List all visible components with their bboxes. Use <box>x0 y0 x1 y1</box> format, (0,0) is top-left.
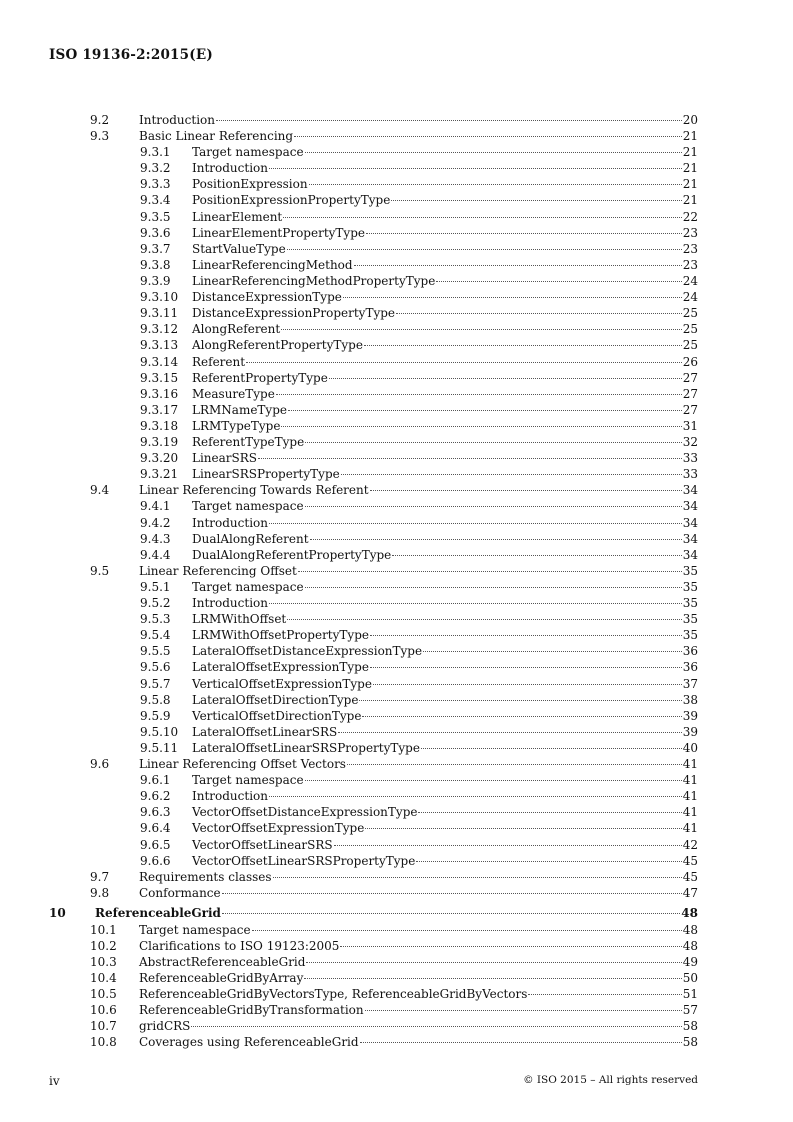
toc-entry-page-number: 27 <box>682 371 698 385</box>
toc-entry-number: 10.1 <box>90 923 117 937</box>
toc-entry[interactable] <box>90 563 698 579</box>
toc-entry[interactable] <box>90 112 698 128</box>
toc-entry-label: StartValueType <box>192 242 286 256</box>
toc-entry-label: Linear Referencing Offset <box>139 564 297 578</box>
toc-entry-page-number: 21 <box>682 177 698 191</box>
toc-entry[interactable] <box>90 1034 698 1050</box>
toc-entry-number: 9.5.9 <box>140 709 171 723</box>
toc-entry-page-number: 58 <box>682 1035 698 1049</box>
toc-entry-page-number: 58 <box>682 1019 698 1033</box>
toc-entry-page-number: 41 <box>682 805 698 819</box>
toc-entry-label: LinearReferencingMethodPropertyType <box>192 274 436 288</box>
toc-entry-label: Referent <box>192 355 246 369</box>
toc-entry[interactable] <box>90 954 698 970</box>
toc-entry-page-number: 24 <box>682 290 698 304</box>
toc-entry-page-number: 42 <box>682 838 698 852</box>
toc-entry-number: 9.5.8 <box>140 693 171 707</box>
toc-entry-number: 9.3.13 <box>140 338 179 352</box>
toc-entry[interactable] <box>140 820 698 836</box>
toc-entry-number: 9.3.15 <box>140 371 179 385</box>
toc-entry-page-number: 41 <box>682 773 698 787</box>
toc-dot-leader <box>258 458 682 459</box>
toc-entry-page-number: 35 <box>682 564 698 578</box>
toc-dot-leader <box>281 329 682 330</box>
toc-entry-label: Basic Linear Referencing <box>139 129 294 143</box>
toc-dot-leader <box>269 796 682 797</box>
toc-entry[interactable] <box>90 128 698 144</box>
toc-entry-label: AlongReferent <box>192 322 281 336</box>
toc-entry-number: 9.4.3 <box>140 532 171 546</box>
toc-entry[interactable] <box>140 289 698 305</box>
toc-entry[interactable] <box>140 708 698 724</box>
toc-dot-leader <box>338 732 681 733</box>
toc-entry[interactable] <box>140 498 698 514</box>
toc-entry-number: 9.3.17 <box>140 403 179 417</box>
toc-entry-label: LateralOffsetExpressionType <box>192 660 369 674</box>
toc-entry-label: VectorOffsetLinearSRSPropertyType <box>192 854 416 868</box>
toc-entry-number: 9.3.5 <box>140 210 171 224</box>
toc-entry-number: 9.6.2 <box>140 789 171 803</box>
toc-entry-page-number: 33 <box>682 467 698 481</box>
toc-entry-label: VerticalOffsetExpressionType <box>192 677 372 691</box>
toc-dot-leader <box>305 152 682 153</box>
toc-entry-number: 9.3.20 <box>140 451 179 465</box>
toc-entry-number: 9.3.8 <box>140 258 171 272</box>
toc-dot-leader <box>298 571 682 572</box>
toc-entry-number: 9.5.3 <box>140 612 171 626</box>
toc-entry-label: Target namespace <box>192 499 304 513</box>
toc-entry-label: LRMTypeType <box>192 419 281 433</box>
toc-entry[interactable] <box>140 370 698 386</box>
toc-entry-number: 9.3.7 <box>140 242 171 256</box>
toc-entry-number: 9.5.4 <box>140 628 171 642</box>
toc-entry-number: 10.4 <box>90 971 117 985</box>
toc-entry-number: 9.3.18 <box>140 419 179 433</box>
toc-entry[interactable] <box>90 938 698 954</box>
toc-entry[interactable] <box>90 885 698 901</box>
toc-entry-number: 10.3 <box>90 955 117 969</box>
toc-entry[interactable] <box>140 418 698 434</box>
toc-entry-page-number: 41 <box>682 821 698 835</box>
toc-entry[interactable] <box>90 869 698 885</box>
toc-entry-label: LateralOffsetDistanceExpressionType <box>192 644 423 658</box>
toc-entry[interactable] <box>140 547 698 563</box>
toc-entry-page-number: 41 <box>682 789 698 803</box>
toc-entry-label: LinearSRSPropertyType <box>192 467 340 481</box>
toc-entry-page-number: 23 <box>682 242 698 256</box>
toc-entry-label: LRMWithOffset <box>192 612 287 626</box>
toc-dot-leader <box>343 297 682 298</box>
toc-entry-number: 9.3.10 <box>140 290 179 304</box>
toc-dot-leader <box>421 748 682 749</box>
toc-entry-label: Target namespace <box>139 923 251 937</box>
toc-entry[interactable] <box>140 772 698 788</box>
toc-dot-leader <box>269 603 682 604</box>
toc-entry-number: 10.6 <box>90 1003 117 1017</box>
toc-entry-label: Requirements classes <box>139 870 272 884</box>
toc-dot-leader <box>222 893 682 894</box>
toc-entry-label: Introduction <box>139 113 215 127</box>
toc-entry-page-number: 48 <box>681 906 698 920</box>
toc-entry-label: LRMWithOffsetPropertyType <box>192 628 369 642</box>
toc-entry-page-number: 45 <box>682 854 698 868</box>
toc-entry[interactable] <box>90 970 698 986</box>
toc-dot-leader <box>294 136 682 137</box>
toc-entry[interactable] <box>90 922 698 938</box>
toc-entry-page-number: 26 <box>682 355 698 369</box>
toc-entry[interactable] <box>140 740 698 756</box>
toc-dot-leader <box>359 700 681 701</box>
toc-entry-number: 9.6 <box>90 757 110 771</box>
toc-dot-leader <box>305 780 682 781</box>
toc-entry-page-number: 57 <box>682 1003 698 1017</box>
toc-entry-number: 9.4.1 <box>140 499 171 513</box>
toc-entry-page-number: 23 <box>682 258 698 272</box>
toc-entry-number: 9.5.7 <box>140 677 171 691</box>
toc-entry-page-number: 25 <box>682 322 698 336</box>
toc-dot-leader <box>287 619 681 620</box>
toc-entry-page-number: 39 <box>682 709 698 723</box>
document-header-title: ISO 19136-2:2015(E) <box>49 47 213 63</box>
toc-entry-page-number: 27 <box>682 387 698 401</box>
toc-entry-number: 9.6.5 <box>140 838 171 852</box>
toc-dot-leader <box>276 394 682 395</box>
toc-entry-page-number: 40 <box>682 741 698 755</box>
toc-dot-leader <box>364 345 682 346</box>
toc-entry-number: 9.3.4 <box>140 193 171 207</box>
toc-dot-leader <box>252 930 682 931</box>
toc-entry-label: VectorOffsetLinearSRS <box>192 838 333 852</box>
toc-entry-label: Target namespace <box>192 580 304 594</box>
toc-dot-leader <box>269 523 682 524</box>
toc-entry-page-number: 35 <box>682 580 698 594</box>
toc-dot-leader <box>273 877 682 878</box>
toc-entry-page-number: 37 <box>682 677 698 691</box>
toc-dot-leader <box>283 217 681 218</box>
toc-dot-leader <box>370 490 682 491</box>
toc-entry-number: 9.3.6 <box>140 226 171 240</box>
toc-entry-label: LateralOffsetLinearSRSPropertyType <box>192 741 420 755</box>
toc-dot-leader <box>373 684 682 685</box>
toc-entry[interactable] <box>140 273 698 289</box>
toc-entry[interactable] <box>140 402 698 418</box>
toc-entry-label: ReferenceableGridByTransformation <box>139 1003 364 1017</box>
toc-entry-label: ReferenceableGrid <box>95 906 221 920</box>
toc-dot-leader <box>423 651 682 652</box>
toc-entry-page-number: 33 <box>682 451 698 465</box>
toc-entry-label: MeasureType <box>192 387 275 401</box>
toc-entry-page-number: 48 <box>682 923 698 937</box>
toc-entry-label: LinearElement <box>192 210 283 224</box>
toc-entry-page-number: 21 <box>682 193 698 207</box>
toc-entry-page-number: 35 <box>682 628 698 642</box>
toc-entry-page-number: 48 <box>682 939 698 953</box>
toc-entry-label: VectorOffsetExpressionType <box>192 821 365 835</box>
toc-entry[interactable] <box>90 756 698 772</box>
toc-entry[interactable] <box>140 515 698 531</box>
toc-entry[interactable] <box>140 354 698 370</box>
toc-entry-label: LinearReferencingMethod <box>192 258 353 272</box>
toc-dot-leader <box>418 812 681 813</box>
toc-dot-leader <box>304 978 681 979</box>
toc-entry[interactable] <box>140 225 698 241</box>
toc-entry-number: 9.2 <box>90 113 110 127</box>
toc-entry-number: 9.7 <box>90 870 110 884</box>
toc-entry-page-number: 51 <box>682 987 698 1001</box>
toc-entry-label: LinearElementPropertyType <box>192 226 365 240</box>
toc-entry-label: Introduction <box>192 789 268 803</box>
toc-entry-page-number: 41 <box>682 757 698 771</box>
toc-dot-leader <box>391 200 681 201</box>
toc-entry[interactable] <box>140 627 698 643</box>
toc-dot-leader <box>216 120 682 121</box>
toc-entry-page-number: 23 <box>682 226 698 240</box>
toc-dot-leader <box>340 946 681 947</box>
toc-entry[interactable] <box>90 1018 698 1034</box>
toc-entry-number: 10.2 <box>90 939 117 953</box>
toc-dot-leader <box>436 281 681 282</box>
toc-entry[interactable] <box>140 788 698 804</box>
toc-entry-number: 9.6.3 <box>140 805 171 819</box>
toc-entry[interactable] <box>140 209 698 225</box>
toc-dot-leader <box>392 555 681 556</box>
toc-dot-leader <box>269 168 682 169</box>
toc-entry-page-number: 45 <box>682 870 698 884</box>
toc-entry-number: 10.7 <box>90 1019 117 1033</box>
toc-entry-number: 9.3.9 <box>140 274 171 288</box>
toc-dot-leader <box>329 378 682 379</box>
toc-dot-leader <box>365 828 681 829</box>
toc-entry[interactable] <box>140 160 698 176</box>
toc-entry-page-number: 34 <box>682 548 698 562</box>
toc-entry-label: DistanceExpressionPropertyType <box>192 306 396 320</box>
toc-entry-page-number: 35 <box>682 596 698 610</box>
toc-dot-leader <box>246 362 682 363</box>
toc-dot-leader <box>416 861 681 862</box>
toc-entry[interactable] <box>140 144 698 160</box>
toc-entry-label: Conformance <box>139 886 221 900</box>
toc-entry-number: 9.3.11 <box>140 306 179 320</box>
toc-entry-label: DualAlongReferent <box>192 532 309 546</box>
toc-entry-number: 10.8 <box>90 1035 117 1049</box>
toc-entry[interactable] <box>140 386 698 402</box>
toc-entry[interactable] <box>140 853 698 869</box>
toc-entry-label: Introduction <box>192 596 268 610</box>
toc-dot-leader <box>360 1042 682 1043</box>
toc-entry-number: 9.5 <box>90 564 110 578</box>
toc-entry-label: Target namespace <box>192 145 304 159</box>
toc-entry-number: 9.8 <box>90 886 110 900</box>
toc-entry-label: LateralOffsetLinearSRS <box>192 725 338 739</box>
toc-entry[interactable] <box>140 450 698 466</box>
toc-entry-label: ReferenceableGridByArray <box>139 971 304 985</box>
toc-entry[interactable] <box>140 192 698 208</box>
toc-entry[interactable] <box>49 905 698 921</box>
toc-entry[interactable] <box>90 482 698 498</box>
toc-entry-number: 9.6.1 <box>140 773 171 787</box>
toc-entry-label: PositionExpression <box>192 177 308 191</box>
toc-entry[interactable] <box>140 611 698 627</box>
toc-dot-leader <box>287 249 682 250</box>
toc-entry[interactable] <box>140 321 698 337</box>
toc-entry-number: 9.3.12 <box>140 322 179 336</box>
toc-dot-leader <box>281 426 681 427</box>
toc-entry[interactable] <box>140 337 698 353</box>
toc-entry-page-number: 34 <box>682 483 698 497</box>
toc-entry-page-number: 49 <box>682 955 698 969</box>
toc-entry-page-number: 36 <box>682 644 698 658</box>
toc-entry-label: PositionExpressionPropertyType <box>192 193 391 207</box>
toc-entry-label: LRMNameType <box>192 403 287 417</box>
toc-entry-number: 9.4.4 <box>140 548 171 562</box>
toc-entry-number: 9.3.14 <box>140 355 179 369</box>
toc-dot-leader <box>366 233 682 234</box>
toc-entry-page-number: 47 <box>682 886 698 900</box>
toc-entry[interactable] <box>140 257 698 273</box>
toc-entry[interactable] <box>140 531 698 547</box>
toc-dot-leader <box>365 1010 682 1011</box>
toc-entry[interactable] <box>140 434 698 450</box>
toc-entry-number: 9.4 <box>90 483 110 497</box>
toc-dot-leader <box>305 506 682 507</box>
toc-entry-label: ReferenceableGridByVectorsType, ReferenceableGridByVectors <box>139 987 528 1001</box>
toc-dot-leader <box>354 265 682 266</box>
toc-dot-leader <box>310 539 682 540</box>
toc-dot-leader <box>334 845 682 846</box>
toc-entry-number: 9.3.21 <box>140 467 179 481</box>
toc-entry-label: gridCRS <box>139 1019 191 1033</box>
toc-entry[interactable] <box>140 692 698 708</box>
toc-entry-number: 9.5.11 <box>140 741 179 755</box>
toc-dot-leader <box>305 587 682 588</box>
toc-entry-number: 9.5.5 <box>140 644 171 658</box>
toc-entry[interactable] <box>140 305 698 321</box>
toc-entry-page-number: 21 <box>682 145 698 159</box>
toc-dot-leader <box>309 184 682 185</box>
toc-entry-page-number: 36 <box>682 660 698 674</box>
toc-dot-leader <box>341 474 682 475</box>
footer-page-number: iv <box>49 1074 60 1088</box>
toc-entry-label: Introduction <box>192 161 268 175</box>
toc-entry-number: 9.3.1 <box>140 145 171 159</box>
toc-dot-leader <box>528 994 681 995</box>
toc-entry-page-number: 34 <box>682 499 698 513</box>
toc-entry-page-number: 39 <box>682 725 698 739</box>
toc-dot-leader <box>362 716 681 717</box>
toc-entry-label: AbstractReferenceableGrid <box>139 955 306 969</box>
toc-entry-number: 9.6.4 <box>140 821 171 835</box>
toc-entry[interactable] <box>140 643 698 659</box>
toc-entry-label: ReferentPropertyType <box>192 371 328 385</box>
toc-entry[interactable] <box>140 466 698 482</box>
toc-entry-number: 9.5.10 <box>140 725 179 739</box>
toc-entry-page-number: 25 <box>682 338 698 352</box>
toc-entry[interactable] <box>140 579 698 595</box>
toc-entry-label: Coverages using ReferenceableGrid <box>139 1035 359 1049</box>
toc-dot-leader <box>306 962 681 963</box>
toc-entry-number: 9.3.2 <box>140 161 171 175</box>
toc-entry-page-number: 22 <box>682 210 698 224</box>
toc-entry[interactable] <box>140 176 698 192</box>
toc-entry-number: 9.3.19 <box>140 435 179 449</box>
toc-entry[interactable] <box>140 676 698 692</box>
toc-entry[interactable] <box>140 724 698 740</box>
toc-entry-page-number: 21 <box>682 161 698 175</box>
toc-dot-leader <box>288 410 682 411</box>
toc-entry-label: ReferentTypeType <box>192 435 305 449</box>
toc-entry[interactable] <box>140 241 698 257</box>
toc-entry-label: DualAlongReferentPropertyType <box>192 548 392 562</box>
toc-entry-page-number: 27 <box>682 403 698 417</box>
toc-entry-page-number: 32 <box>682 435 698 449</box>
toc-entry-page-number: 21 <box>682 129 698 143</box>
toc-entry-number: 9.3 <box>90 129 110 143</box>
toc-entry-number: 10.5 <box>90 987 117 1001</box>
toc-entry-number: 9.3.16 <box>140 387 179 401</box>
toc-entry-number: 9.4.2 <box>140 516 171 530</box>
toc-entry-number: 9.3.3 <box>140 177 171 191</box>
toc-dot-leader <box>222 913 680 914</box>
footer-copyright: © ISO 2015 – All rights reserved <box>523 1074 698 1086</box>
toc-entry-label: Target namespace <box>192 773 304 787</box>
toc-entry-page-number: 25 <box>682 306 698 320</box>
toc-entry-page-number: 31 <box>682 419 698 433</box>
toc-entry-number: 9.6.6 <box>140 854 171 868</box>
toc-entry-page-number: 20 <box>682 113 698 127</box>
toc-dot-leader <box>370 635 682 636</box>
toc-entry-number: 9.5.1 <box>140 580 171 594</box>
toc-dot-leader <box>396 313 682 314</box>
toc-entry-label: AlongReferentPropertyType <box>192 338 363 352</box>
toc-entry-label: VerticalOffsetDirectionType <box>192 709 362 723</box>
toc-entry-label: DistanceExpressionType <box>192 290 342 304</box>
toc-entry[interactable] <box>90 1002 698 1018</box>
toc-entry-page-number: 35 <box>682 612 698 626</box>
toc-entry-number: 9.5.2 <box>140 596 171 610</box>
toc-entry-label: Clarifications to ISO 19123:2005 <box>139 939 340 953</box>
toc-entry-page-number: 34 <box>682 516 698 530</box>
toc-dot-leader <box>191 1026 681 1027</box>
toc-dot-leader <box>347 764 682 765</box>
toc-entry[interactable] <box>140 804 698 820</box>
toc-dot-leader <box>370 667 682 668</box>
toc-dot-leader <box>305 442 682 443</box>
toc-entry-label: Linear Referencing Towards Referent <box>139 483 369 497</box>
toc-entry-number: 9.5.6 <box>140 660 171 674</box>
toc-entry-label: VectorOffsetDistanceExpressionType <box>192 805 418 819</box>
toc-entry[interactable] <box>140 595 698 611</box>
toc-entry-label: LateralOffsetDirectionType <box>192 693 359 707</box>
toc-entry-label: Linear Referencing Offset Vectors <box>139 757 346 771</box>
toc-entry-page-number: 38 <box>682 693 698 707</box>
toc-entry-page-number: 34 <box>682 532 698 546</box>
toc-entry[interactable] <box>140 837 698 853</box>
toc-entry-label: Introduction <box>192 516 268 530</box>
toc-entry[interactable] <box>140 659 698 675</box>
toc-entry-page-number: 50 <box>682 971 698 985</box>
toc-entry[interactable] <box>90 986 698 1002</box>
toc-entry-label: LinearSRS <box>192 451 258 465</box>
toc-entry-number: 10 <box>49 906 66 920</box>
toc-entry-page-number: 24 <box>682 274 698 288</box>
